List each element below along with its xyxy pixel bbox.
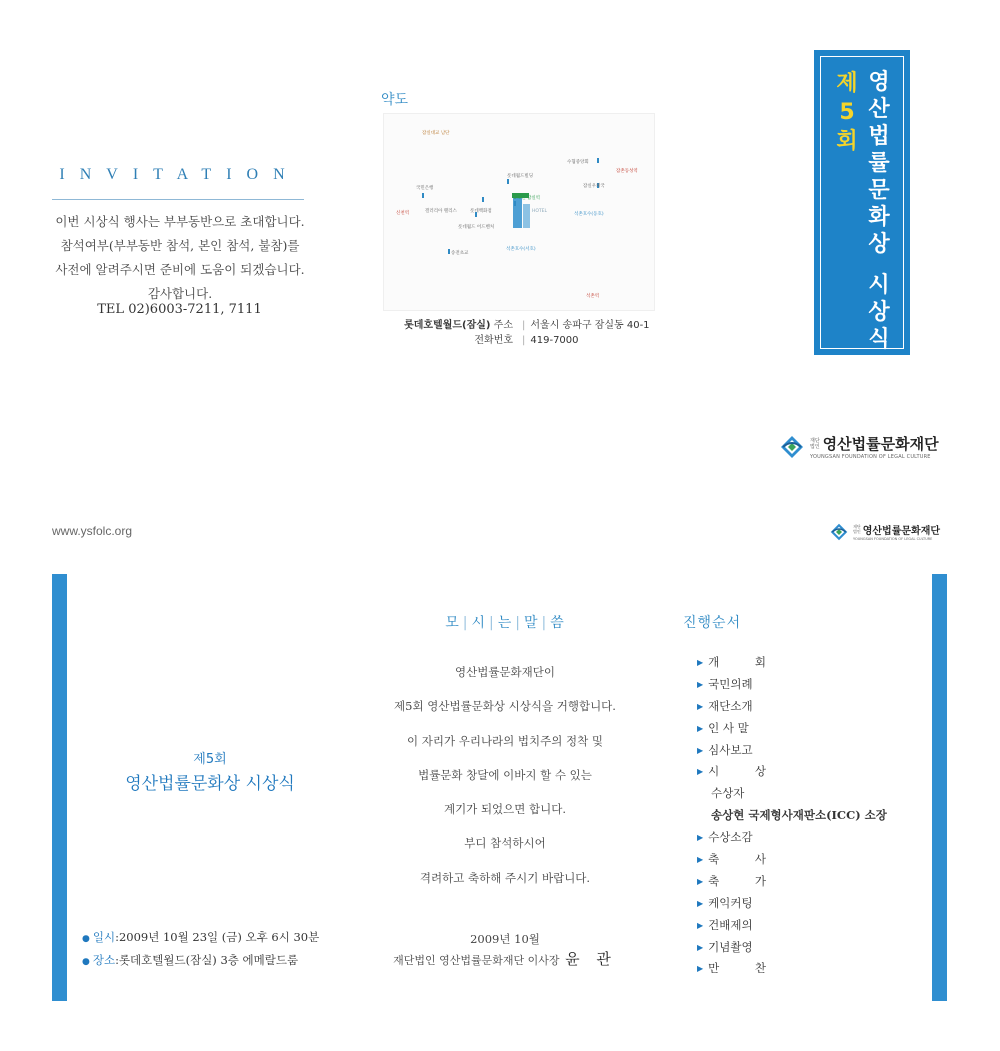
- greeting-line: 법률문화 창달에 이바지 할 수 있는: [418, 767, 592, 782]
- foundation-prefix: 법인: [853, 528, 861, 534]
- map-label: 잠촌동성역: [616, 169, 638, 174]
- greeting-title-char: 씀: [550, 615, 565, 631]
- greeting-line: 영산법률문화재단이: [455, 665, 555, 679]
- cover-char: 5: [839, 100, 855, 125]
- cover-char: 법: [868, 124, 890, 149]
- address-label: 주소: [493, 320, 513, 331]
- arrow-bullet-icon: ▶: [697, 942, 704, 952]
- cover-char: 식: [868, 327, 890, 352]
- cover-char: 산: [868, 97, 890, 122]
- event-details: [82, 927, 319, 973]
- program-item: ▶ 만 찬: [697, 961, 783, 976]
- program-item: ▶ 심사보고: [697, 742, 753, 757]
- arrow-bullet-icon: ▶: [697, 767, 704, 777]
- cover-award-name: [864, 69, 894, 353]
- cover-char: 화: [868, 205, 890, 230]
- arrow-bullet-icon: ▶: [697, 920, 704, 930]
- signer-title: 재단법인 영산법률문화재단 이사장: [393, 954, 560, 967]
- cover-char: 영: [868, 70, 890, 95]
- program-list: [697, 652, 887, 980]
- map-label: 석촌역: [586, 294, 600, 299]
- map-label: 석촌호수(동호): [574, 212, 604, 217]
- greeting-title-char: 모: [445, 615, 460, 631]
- hotel-address: 서울시 송파구 잠실동 40-1: [530, 320, 650, 331]
- greeting-message: [370, 664, 640, 904]
- hotel-address-row: [383, 318, 653, 333]
- cover-char: 회: [836, 129, 858, 154]
- hotel-phone-row: [383, 333, 653, 348]
- program-item: ▶ 수상소감: [697, 830, 753, 845]
- cover-char: 률: [868, 151, 890, 176]
- cover-char: 문: [868, 178, 890, 203]
- invitation-message: [35, 210, 325, 306]
- arrow-bullet-icon: ▶: [697, 745, 704, 755]
- invitation-line: 참석여부(부부동반 참석, 본인 참석, 불참)를: [60, 238, 300, 253]
- foundation-prefix: 법인: [810, 443, 820, 450]
- foundation-prefix: 재단: [810, 437, 820, 444]
- location-map: [383, 113, 655, 311]
- map-label: 국민은행: [416, 186, 434, 191]
- cover-char: 상: [868, 232, 890, 257]
- arrow-bullet-icon: ▶: [697, 898, 704, 908]
- program-item: ▶ 국민의례: [697, 676, 753, 691]
- invitation-line: 사전에 알려주시면 준비에 도움이 되겠습니다.: [55, 262, 305, 277]
- cover-char: 상: [868, 300, 890, 325]
- awardee-name: 송상현 국제형사재판소(ICC) 소장: [711, 808, 887, 823]
- arrow-bullet-icon: ▶: [697, 855, 704, 865]
- program-title: 진행순서: [683, 615, 742, 631]
- foundation-english-name: YOUNGSAN FOUNDATION OF LEGAL CULTURE: [810, 454, 931, 460]
- program-item: ▶ 케익커팅: [697, 895, 753, 910]
- greeting-title-char: 는: [497, 615, 513, 631]
- arrow-bullet-icon: ▶: [697, 723, 704, 733]
- hotel-name: 롯데호텔월드(잠실): [404, 320, 491, 331]
- greeting-title-char: 말: [523, 615, 539, 631]
- map-label: 석촌호수(서호): [506, 247, 536, 252]
- program-item: ▶ 축 사: [697, 852, 783, 867]
- program-item: ▶ 재단소개: [697, 698, 753, 713]
- cover-frame: [820, 56, 904, 352]
- invitation-phone: TEL 02)6003-7211, 7111: [97, 302, 262, 317]
- greeting-line: 격려하고 축하해 주시기 바랍니다.: [419, 870, 591, 885]
- map-title: 약도: [381, 92, 409, 108]
- cover-title-panel: [814, 50, 910, 355]
- foundation-name: 영산법률문화재단: [822, 435, 939, 453]
- map-label: 신천역: [396, 211, 410, 216]
- arrow-bullet-icon: ▶: [697, 964, 704, 974]
- program-subitem: 수상자: [711, 786, 745, 801]
- foundation-english-name: YOUNGSAN FOUNDATION OF LEGAL CULTURE: [853, 537, 933, 541]
- hotel-tower-icon: [523, 204, 530, 228]
- invitation-divider: [52, 199, 304, 200]
- greeting-date: 2009년 10월: [470, 932, 540, 946]
- website-url: www.ysfolc.org: [52, 524, 133, 538]
- foundation-logo-small: [830, 522, 940, 541]
- map-label: 갤러리아 팰리스: [425, 209, 457, 214]
- map-label: 롯데월드빌딩: [507, 174, 534, 179]
- program-item: ▶ 개 회: [697, 655, 783, 669]
- foundation-prefix: 재단: [853, 524, 861, 529]
- greeting-line: 계기가 되었으면 합니다.: [443, 802, 567, 817]
- event-place-row: ● 장소:롯데호텔월드(잠실) 3층 에메랄드룸: [82, 953, 299, 967]
- hotel-info: [383, 318, 653, 348]
- invitation-line: 이번 시상식 행사는 부부동반으로 초대합니다.: [55, 214, 305, 229]
- event-date-row: ● 일시:2009년 10월 23일 (금) 오후 6시 30분: [82, 930, 320, 944]
- program-item: ▶ 기념촬영: [697, 939, 753, 954]
- map-label: 송전초교: [451, 251, 469, 256]
- map-label: 롯데백화점: [470, 209, 492, 214]
- row-separator: |: [522, 335, 526, 346]
- hotel-phone: 419-7000: [530, 335, 579, 346]
- map-label: 잠실우체국: [583, 184, 605, 189]
- greeting-signature: [370, 948, 640, 969]
- event-date: 2009년 10월 23일 (금) 오후 6시 30분: [118, 930, 320, 944]
- arrow-bullet-icon: ▶: [697, 701, 704, 711]
- right-accent-bar: [932, 574, 947, 1001]
- place-label: 장소: [92, 953, 116, 967]
- cover-gap: [864, 258, 894, 272]
- event-place: 롯데호텔월드(잠실) 3층 에메랄드룸: [118, 953, 299, 967]
- bullet-icon: ●: [82, 957, 90, 967]
- arrow-bullet-icon: ▶: [697, 833, 704, 843]
- foundation-emblem-icon: [780, 435, 804, 459]
- left-accent-bar: [52, 574, 67, 1001]
- greeting-line: 이 자리가 우리나라의 법치주의 정착 및: [406, 733, 604, 748]
- arrow-bullet-icon: ▶: [697, 658, 704, 667]
- greeting-title-char: 시: [471, 615, 487, 631]
- map-label: 잠실대교 남단: [422, 131, 450, 136]
- cover-char: 시: [868, 273, 890, 298]
- arrow-bullet-icon: ▶: [697, 679, 704, 689]
- program-item: ▶ 축 가: [697, 873, 783, 888]
- invitation-title: INVITATION: [59, 166, 300, 183]
- foundation-emblem-icon: [830, 523, 848, 541]
- foundation-name: 영산법률문화재단: [862, 526, 941, 537]
- invitation-line: 감사합니다.: [147, 286, 213, 301]
- row-separator: |: [522, 320, 526, 331]
- map-drawing: [384, 114, 654, 310]
- event-title: 영산법률문화상 시상식: [125, 774, 295, 794]
- foundation-logo: [780, 433, 939, 460]
- date-label: 일시: [92, 930, 116, 944]
- map-pin-icons: [422, 158, 599, 254]
- greeting-line: 부디 참석하시어: [464, 836, 546, 851]
- program-item: ▶ 인 사 말: [697, 720, 749, 735]
- cover-edition: [834, 69, 860, 156]
- program-item: ▶ 건배제의: [697, 917, 753, 932]
- map-label: HOTEL: [532, 209, 548, 214]
- event-edition: 제5회: [193, 752, 227, 767]
- program-item: ▶ 시 상: [697, 764, 783, 779]
- map-label: 2호선 잠실역: [514, 196, 541, 201]
- map-label: 수협중앙회: [567, 160, 589, 165]
- signer-name: 윤 관: [565, 950, 617, 968]
- greeting-title: 모 | 시 | 는 | 말 | 씀: [445, 615, 565, 631]
- cover-char: 제: [836, 71, 858, 96]
- phone-label: 전화번호: [474, 335, 513, 346]
- arrow-bullet-icon: ▶: [697, 876, 704, 886]
- bullet-icon: ●: [82, 934, 90, 944]
- map-label: 롯데월드 어드벤처: [458, 225, 495, 230]
- greeting-line: 제5회 영산법률문화상 시상식을 거행합니다.: [394, 699, 616, 714]
